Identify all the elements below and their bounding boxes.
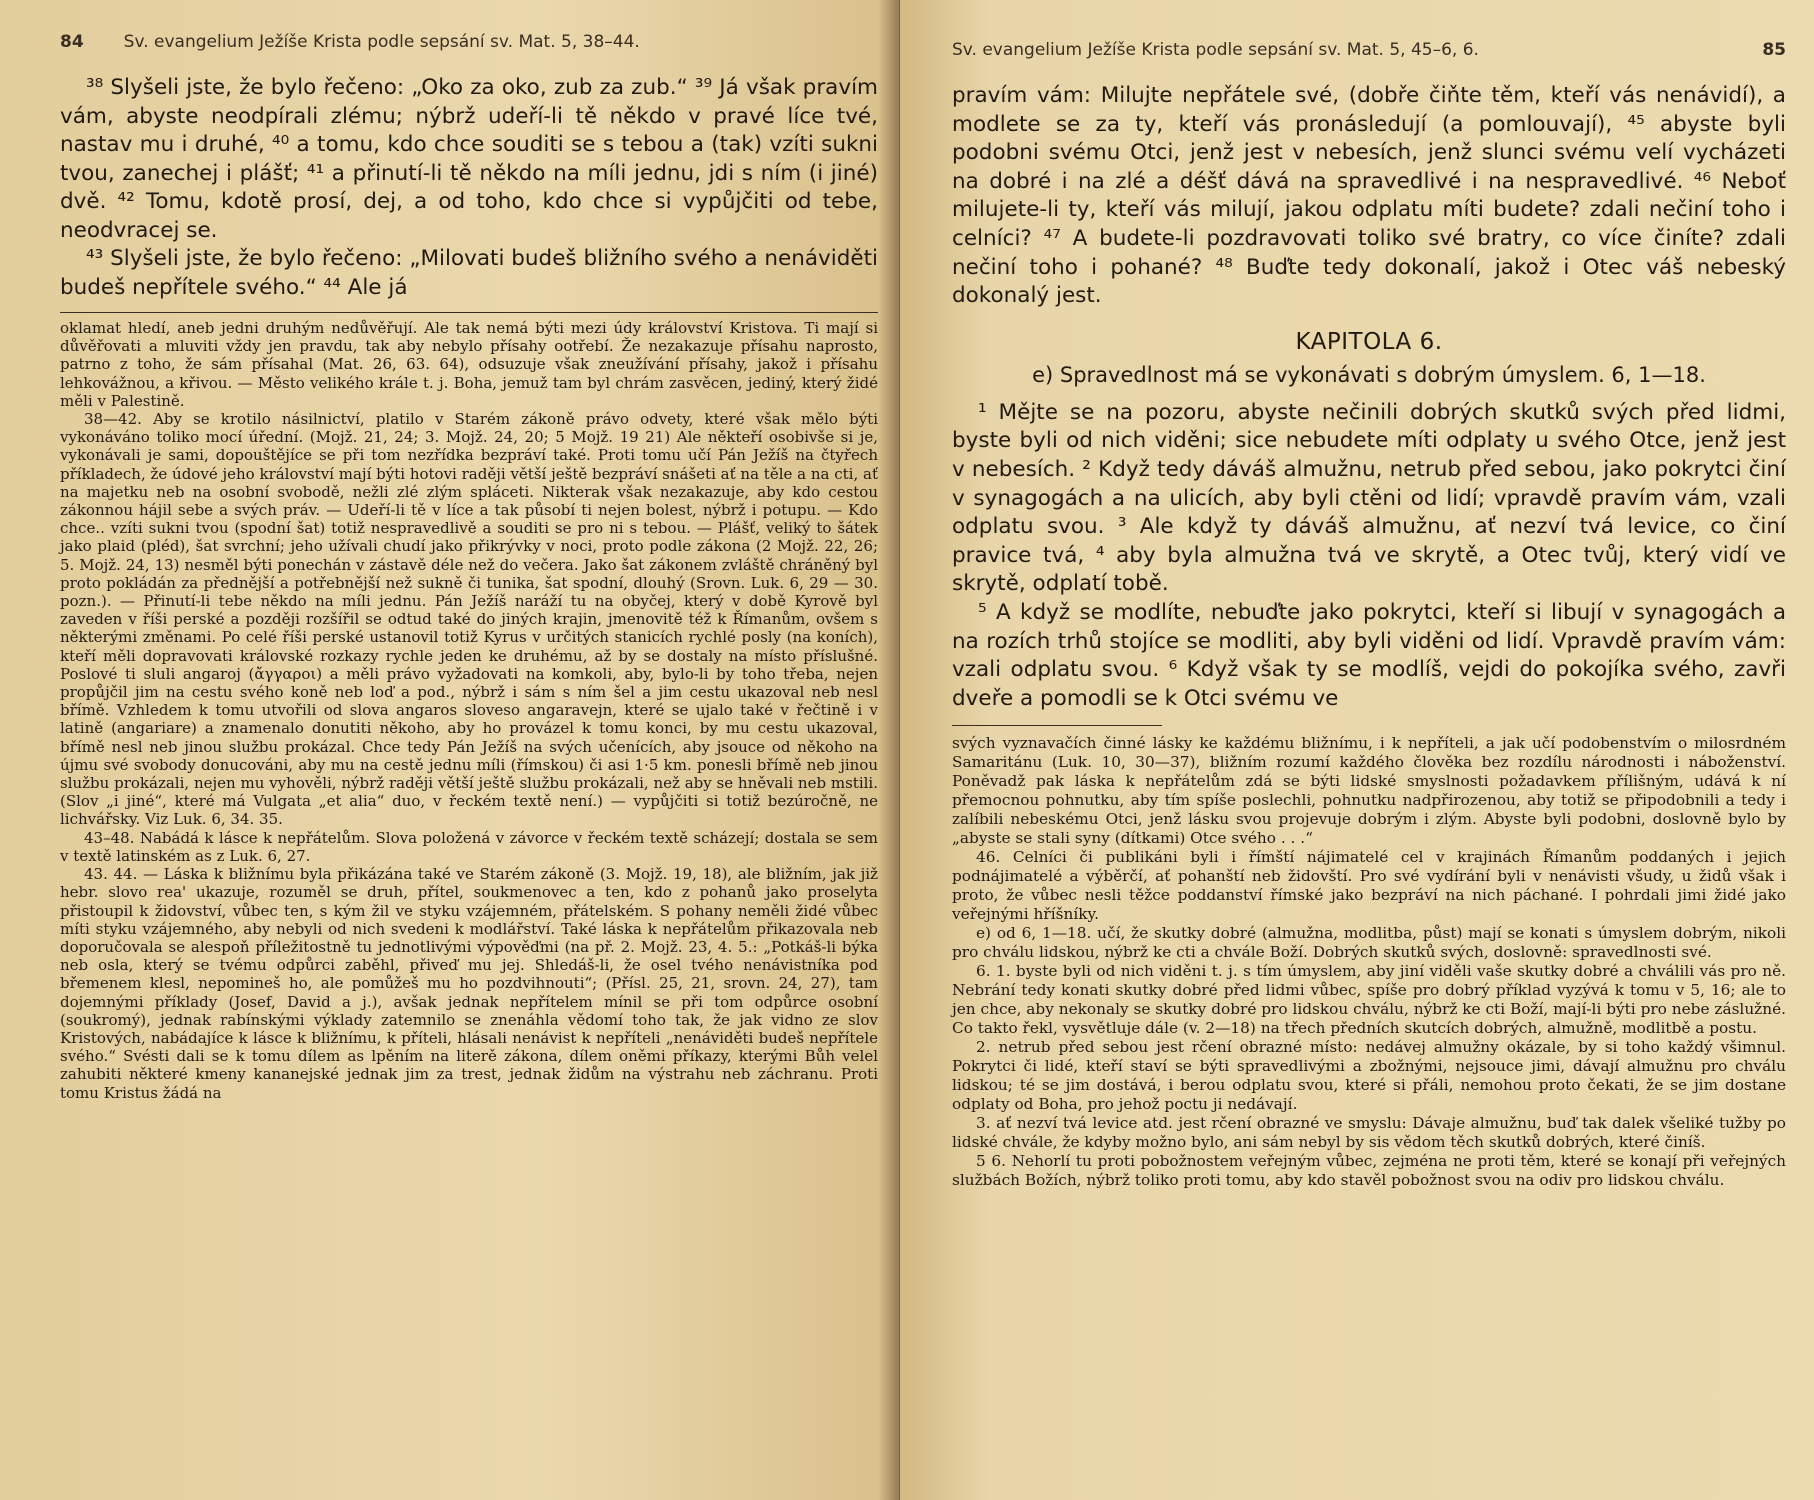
right-page-number: 85 <box>1762 40 1786 60</box>
right-footnotes <box>952 734 1786 1190</box>
footnote-paragraph: 43–48. Nabádá k lásce k nepřátelům. Slova položená v závorce v řeckém textě scházejí; dostala se sem v textě latinském as z Luk. 6, 27. <box>60 828 878 865</box>
left-footnotes <box>60 319 878 1102</box>
section-heading: e) Spravedlnost má se vykonávati s dobrým úmyslem. 6, 1—18. <box>1032 362 1706 387</box>
footnote-rule <box>60 312 878 313</box>
footnote-paragraph: 43. 44. — Láska k bližnímu byla přikázána také ve Starém zákoně (3. Mojž. 19, 18), ale bližním, jak již hebr. slovo rea' ukazuje, rozuměl se druh, přítel, soukmenovec a ten, kdo z pohanů jako proselyta přistoupil k židovství, vůbec ten, s kým žil ve styku vzájemném, přátelském. S pohany neměli židé vůbec míti styku vzájemného, aby nebyli od nich svedeni k modlářství. Také láska k nepřátelům přikazovala neb doporučovala se alespoň příležitostně tu jednotlivými výpověďmi (na př. 2. Mojž. 23, 4. 5.: „Potkáš-li býka neb osla, který se tvému odpůrci zaběhl, přiveď mu jej. Shledáš-li, že osel tvého nenávistníka pod břemenem klesl, nepomineš ho, ale pomůžeš mu ho pozdvihnouti“; (Přísl. 25, 21, srovn. 24, 27), tam dojemnými příklady (Josef, David a j.), avšak jednak nepřítelem mínil se při tom odpůrce osobní (soukromý), jednak rabínskými výklady zatemnilo se znenáhla vědomí toho tak, že jak vidno ze slov Kristových, nabádajíce k lásce k bližnímu, k příteli, hlásali nenávist k nepříteli „nenáviděti budeš nepřítele svého.“ Svésti dali se k tomu dílem as lpěním na literě zákona, dílem oněmi příkazy, kterými Bůh velel zahubiti některé kmeny kananejské jednak jim za trest, jednak židům na výstrahu neb záchranu. Proti tomu Kristus žádá na <box>60 865 878 1102</box>
right-chapter-text <box>952 399 1786 714</box>
left-page-number: 84 <box>60 32 84 52</box>
verse-paragraph: ¹ Mějte se na pozoru, abyste nečinili dobrých skutků svých před lidmi, byste byli od nich viděni; sice nebudete míti odplaty u svého Otce, jenž jest v nebesích. ² Když tedy dáváš almužnu, netrub před sebou, jako pokrytci činí v synagogách a na ulicích, aby byli ctěni od lidí; vpravdě pravím vám, vzali odplatu svou. ³ Ale když ty dáváš almužnu, ať nezví tvá levice, co činí pravice tvá, ⁴ aby byla almužna tvá ve skrytě, a Otec tvůj, který vidí ve skrytě, odplatí tobě. <box>952 399 1786 597</box>
footnote-paragraph: 38—42. Aby se krotilo násilnictví, platilo v Starém zákoně právo odvety, které však mělo býti vykonáváno toliko mocí úřední. (Mojž. 21, 24; 3. Mojž. 24, 20; 5 Mojž. 19 21) Ale někteří osobivše si je, vykonávali je sami, dopouštějíce se při tom nezřídka bezpráví také. Proti tomu učí Pán Ježíš na čtyřech příkladech, že údové jeho království mají býti hotovi raději větší ještě bezpráví snášeti ať na těle a na cti, ať na majetku neb na osobní svobodě, nežli zlé zlým spláceti. Nikterak však nezakazuje, aby kdo cestou zákonnou hájil sebe a svých práv. — Udeří-li tě v líce a tak působí ti nejen bolest, nýbrž i potupu. — Kdo chce.. vzíti sukni tvou (spodní šat) totiž nespravedlivě a souditi se pro ni s tebou. — Plášť, veliký to šátek jako plaid (pléd), šat svrchní; jeho užívali chudí jako přikrývky v noci, proto podle zákona (2 Mojž. 22, 26; 5. Mojž. 24, 13) nesměl býti ponechán v zástavě déle než do večera. Jako šat zákonem zvláště chráněný byl proto pokládán za přednější a potřebnější než sukně či tunika, šat spodní, dlouhý (Srovn. Luk. 6, 29 — 30. pozn.). — Přinutí-li tebe někdo na míli jednu. Pán Ježíš naráží tu na obyčej, který v době Kyrově byl zaveden v říši perské a později rozšířil se odtud také do jiných krajin, jmenovitě též k Římanům, ovšem s některými změnami. Po celé říši perské ustanovil totiž Kyrus v určitých stanicích rychlé posly (na koních), kteří měli dopravovati královské rozkazy rychle jeden ke druhému, až by se dostaly na místo příslušné. Poslové ti sluli angaroj (ἄγγαροι) a měli právo vyžadovati na komkoli, aby, bylo-li by toho třeba, nejen propůjčil jim na cestu svého koně neb loď a pod., nýbrž i sám s ním šel a jim cestu ukazoval neb nesl břímě. Vzhledem k tomu utvořili od slova angaros sloveso angaravejn, které se ujalo také v řečtině i v latině (angariare) a znamenalo donutiti někoho, aby ho provázel k tomu konci, by mu cestu ukazoval, břímě nesl neb jinou službu prokázal. Chce tedy Pán Ježíš na svých učenících, aby jsouce od někoho na újmu své svobody donucováni, aby mu na cestě jednu míli (římskou) či asi 1·5 km. ponesli břímě neb jinou službu prokázali, nejen mu vyhověli, nýbrž raději větší ještě službu prokázali, než aby se hněvali neb mstili. (Slov „i jiné“, které má Vulgata „et alia“ duo, v řeckém textě není.) — vypůjčiti si totiž bezúročně, ne lichvářsky. Viz Luk. 6, 34. 35. <box>60 410 878 829</box>
verse-paragraph: pravím vám: Milujte nepřátele své, (dobře čiňte těm, kteří vás nenávidí), a modlete se za ty, kteří vás pronásledují (a pomlouvají), ⁴⁵ abyste byli podobni svému Otci, jenž jest v nebesích, jenž slunci svému velí vycházeti na dobré i na zlé a déšť dává na spravedlivé i na nespravedlivé. ⁴⁶ Neboť milujete-li ty, kteří vás milují, jakou odplatu míti budete? zdali nečiní toho i celníci? ⁴⁷ A budete-li pozdravovati toliko své bratry, co více činíte? zdali nečiní toho i pohané? ⁴⁸ Buďte tedy dokonalí, jakož i Otec váš nebeský dokonalý jest. <box>952 83 1786 309</box>
footnote-paragraph: oklamat hledí, aneb jedni druhým nedůvěřují. Ale tak nemá býti mezi údy království Kristova. Ti mají si důvěřovati a mluviti vždy jen pravdu, tak aby nebylo přísahy ootřebí. Že nezakazuje přísahu naprosto, patrno z toho, že sám přísahal (Mat. 26, 63. 64), odsuzuje však zneužívání přísahy, jakož i přísahu lehkovážnou, a křivou. — Město velikého krále t. j. Boha, jemuž tam byl chrám zasvěcen, jediný, který židé měli v Palestině. <box>60 319 878 410</box>
footnote-paragraph: 6. 1. byste byli od nich viděni t. j. s tím úmyslem, aby jiní viděli vaše skutky dobré a chválili vás pro ně. Nebrání tedy konati skutky dobré před lidmi vůbec, spíše pro dobrý příklad vyzývá k tomu v 5, 16; ale to jen chce, aby nekonaly se skutky dobré pro lidskou chválu, nýbrž ke cti Boží, mají-li býti pro nebe záslužné. Co takto řekl, vysvětluje dále (v. 2—18) na třech předních skutcích dobrých, almužně, modlitbě a postu. <box>952 962 1786 1038</box>
right-main-text <box>952 82 1786 311</box>
footnote-rule <box>952 725 1162 726</box>
footnote-paragraph: svých vyznavačích činné lásky ke každému bližnímu, i k nepříteli, a jak učí podobenstvím o milosrdném Samaritánu (Luk. 10, 30—37), bližním rozumí každého člověka bez rozdílu národnosti i náboženství. Poněvadž pak láska k nepřátelům zdá se býti lidské smyslnosti požadavkem přílišným, udává k ní přemocnou pohnutku, aby tím spíše poslechli, pohnutku nadpřirozenou, aby totiž se připodobnili a tedy i zalíbili nebeskému Otci, jenž lásku svou projevuje dobrým i zlým. Abyste byli podobni, doslovně bylo by „abyste se stali syny (dítkami) Otce svého . . .“ <box>952 734 1786 848</box>
verse-paragraph: ³⁸ Slyšeli jste, že bylo řečeno: „Oko za oko, zub za zub.“ ³⁹ Já však pravím vám, abyste neodpírali zlému; nýbrž udeří-li tě někdo v pravé líce tvé, nastav mu i druhé, ⁴⁰ a tomu, kdo chce souditi se s tebou a (tak) vzíti sukni tvou, zanechej i plášť; ⁴¹ a přinutí-li tě někdo na míli jednu, jdi s ním (i jiné) dvě. ⁴² Tomu, kdotě prosí, dej, a od toho, kdo chce si vypůjčiti od tebe, neodvracej se. <box>60 75 878 243</box>
chapter-heading: KAPITOLA 6. <box>1295 328 1443 355</box>
left-main-text <box>60 74 878 302</box>
verse-paragraph: ⁵ A když se modlíte, nebuďte jako pokrytci, kteří si libují v synagogách a na rozích trhů stojíce se modliti, aby byli viděni od lidí. Vpravdě pravím vám: vzali odplatu svou. ⁶ Když však ty se modlíš, vejdi do pokojíka svého, zavři dveře a pomodli se k Otci svému ve <box>952 599 1786 711</box>
footnote-paragraph: 2. netrub před sebou jest rčení obrazné místo: nedávej almužny okázale, by si toho každý všimnul. Pokrytci či lidé, kteří staví se býti spravedlivými a zbožnými, nejsouce jimi, dávají almužnu pro chválu lidskou; té se jim dostává, i berou odplatu svou, které si přáli, nemohou proto čekati, že se jim dostane odplaty od Boha, pro jehož poctu ji nedávají. <box>952 1038 1786 1114</box>
footnote-paragraph: 46. Celníci či publikáni byli i římští nájimatelé cel v krajinách Římanům poddaných i jejich podnájimatelé a výběrčí, ať pohanští neb židovští. Pro své vydírání byli v nenávisti všudy, u židů však i proto, že vůbec nesli těžce poddanství římské jako bezpráví na nich páchané. I pohrdali jimi židé jako veřejnými hříšníky. <box>952 848 1786 924</box>
footnote-paragraph: 3. ať nezví tvá levice atd. jest rčení obrazné ve smyslu: Dávaje almužnu, buď tak dalek všeliké tužby po lidské chvále, že kdyby možno bylo, ani sám nebyl by sis vědom těch skutků dobrých, které činíš. <box>952 1114 1786 1152</box>
right-running-head <box>952 40 1786 60</box>
right-running-title: Sv. evangelium Ježíše Krista podle sepsání sv. Mat. 5, 45–6, 6. <box>952 40 1479 60</box>
left-running-head <box>60 32 878 52</box>
footnote-paragraph: 5 6. Nehorlí tu proti pobožnostem veřejným vůbec, zejména ne proti těm, které se konají při veřejných službách Božích, nýbrž toliko proti tomu, aby kdo stavěl pobožnost svou na odiv pro lidskou chválu. <box>952 1152 1786 1190</box>
left-page <box>0 0 900 1500</box>
verse-paragraph: ⁴³ Slyšeli jste, že bylo řečeno: „Milovati budeš bližního svého a nenáviděti budeš nepřítele svého.“ ⁴⁴ Ale já <box>60 246 878 300</box>
footnote-paragraph: e) od 6, 1—18. učí, že skutky dobré (almužna, modlitba, půst) mají se konati s úmyslem dobrým, nikoli pro chválu lidskou, nýbrž ke cti a chvále Boží. Dobrých skutků svých, doslovně: spravedlnosti své. <box>952 924 1786 962</box>
right-page <box>900 0 1814 1500</box>
left-running-title: Sv. evangelium Ježíše Krista podle sepsání sv. Mat. 5, 38–44. <box>123 32 640 52</box>
